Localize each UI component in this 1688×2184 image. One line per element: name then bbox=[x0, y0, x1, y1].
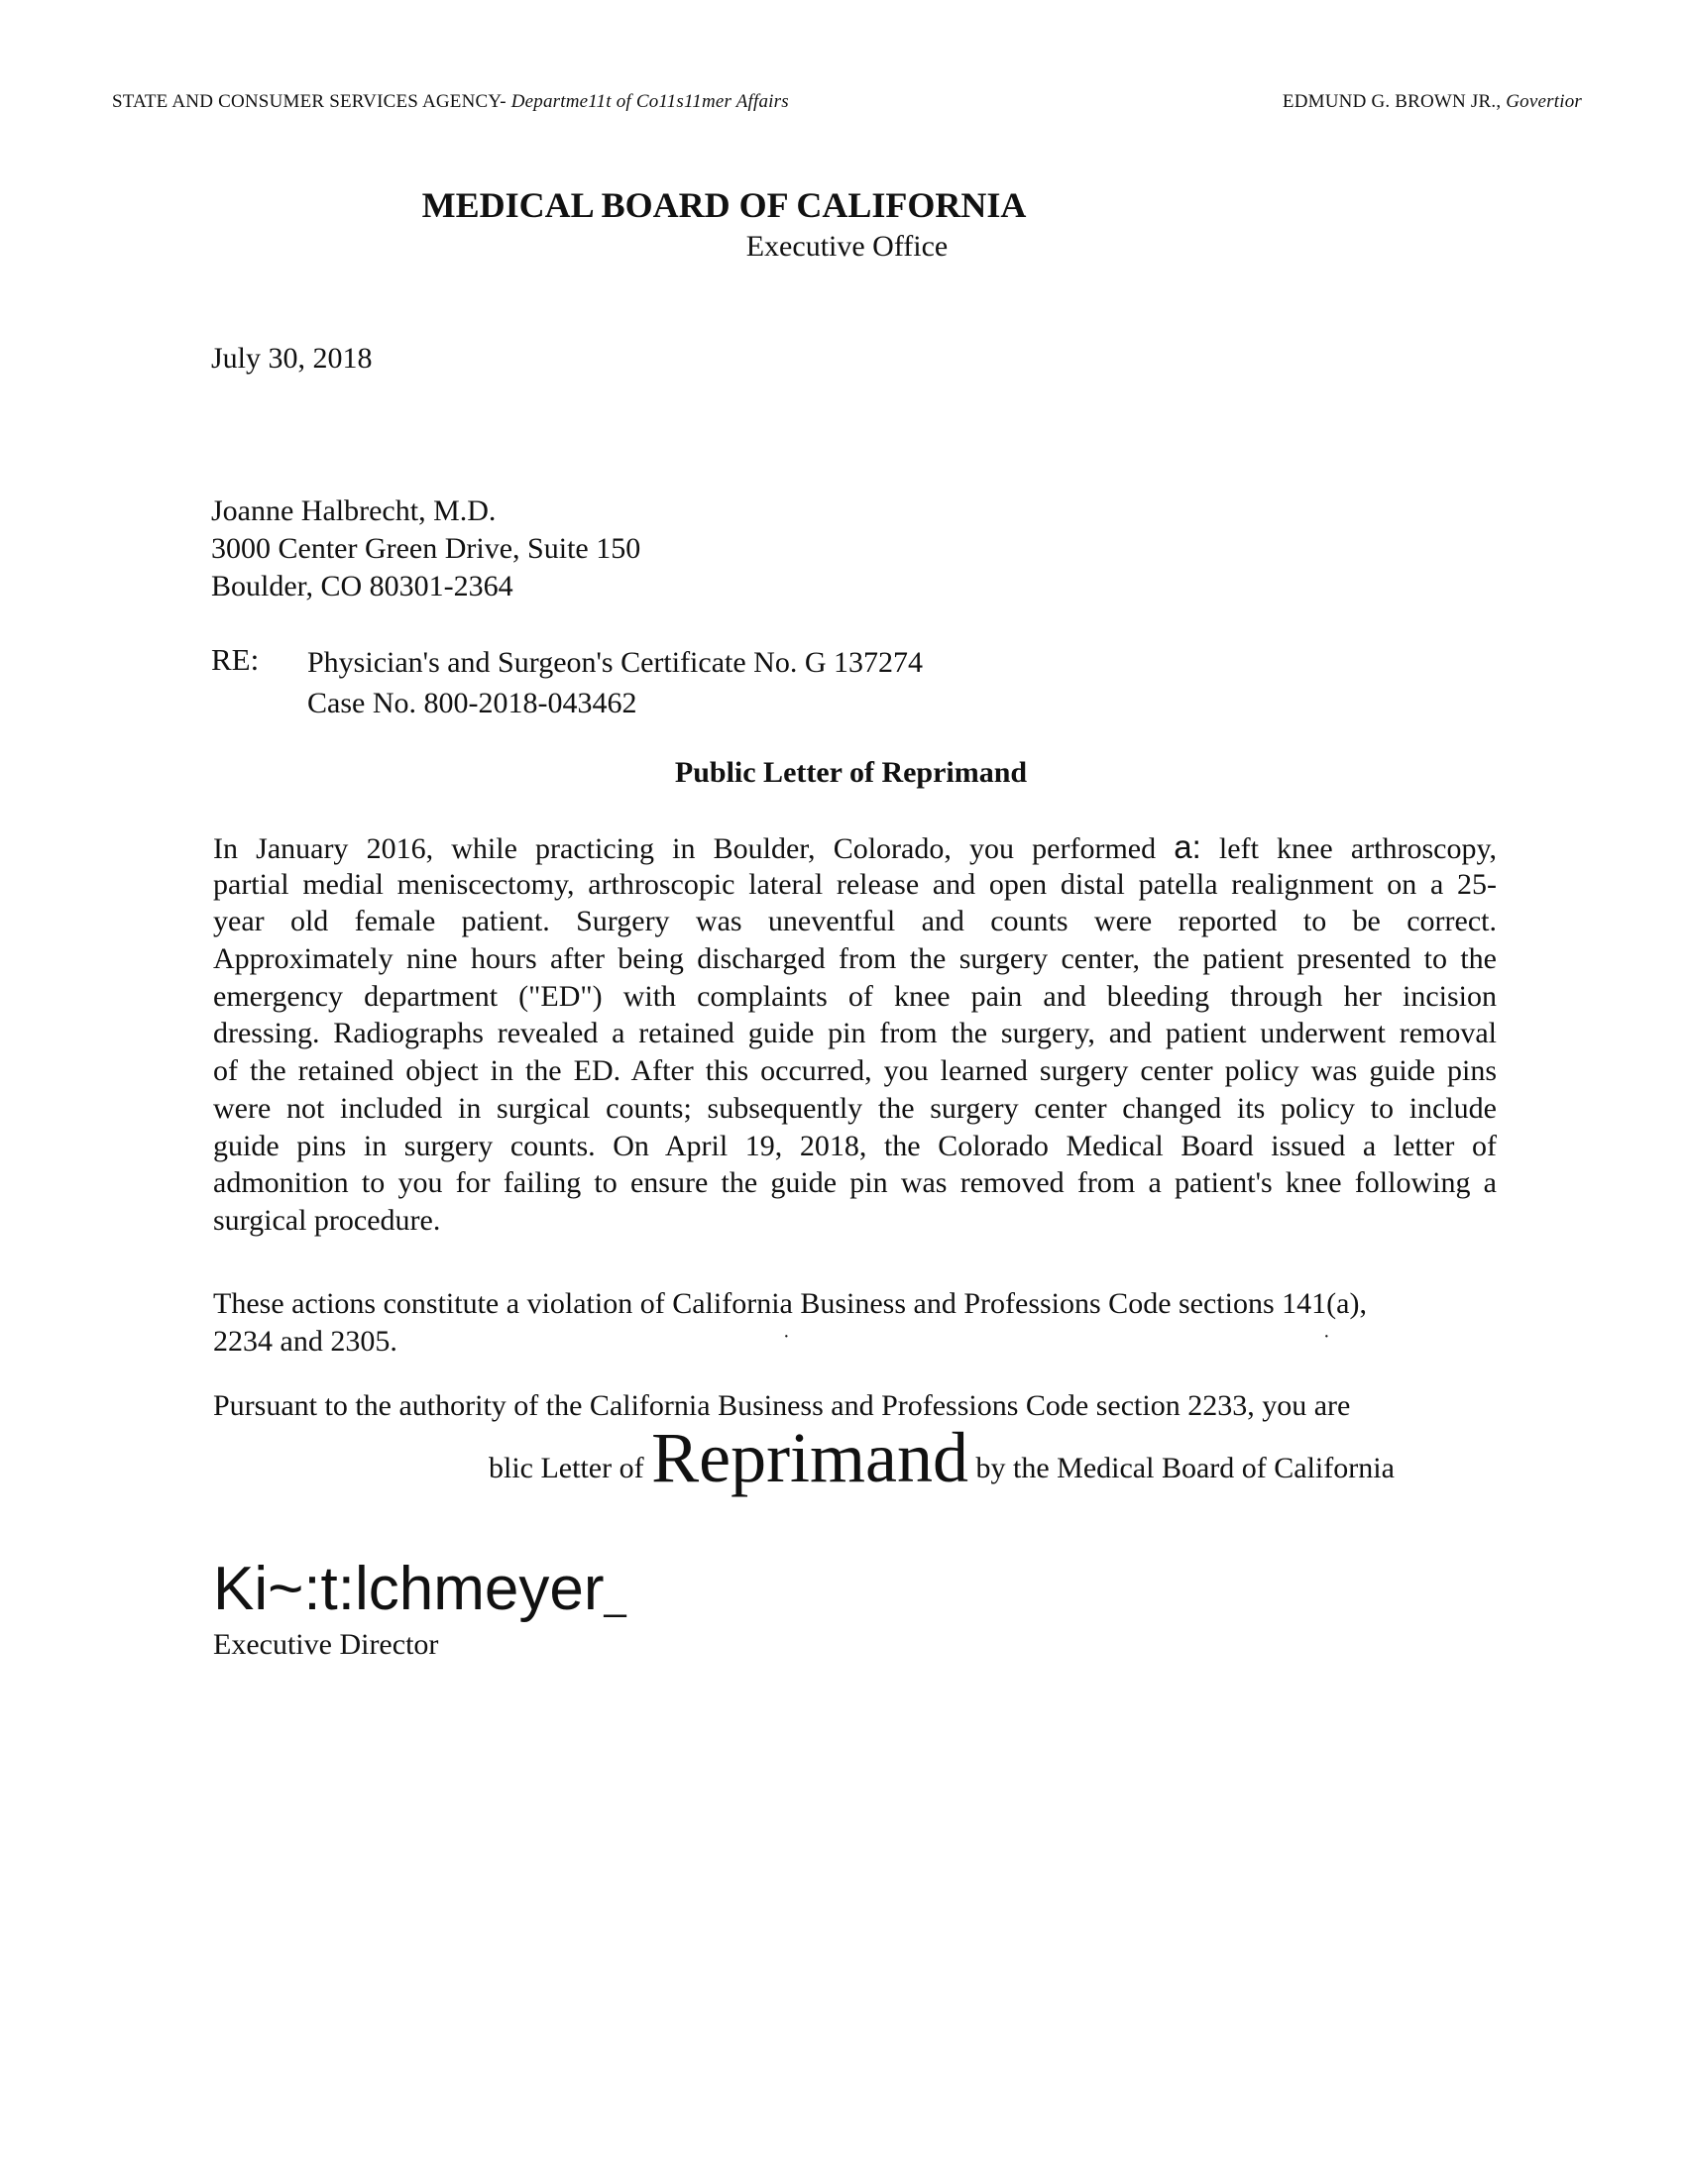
letterhead-office: Executive Office bbox=[745, 230, 949, 263]
body-text: a: bbox=[1174, 828, 1201, 865]
header-agency: STATE AND CONSUMER SERVICES AGENCY- bbox=[112, 91, 511, 112]
header-governor-line bbox=[1283, 91, 1582, 113]
re-lines bbox=[307, 642, 923, 723]
body-paragraph-1 bbox=[213, 828, 1497, 1240]
signature-underscore: _ bbox=[604, 1575, 626, 1618]
signature-title: Executive Director bbox=[213, 1628, 439, 1661]
signature-name: Ki~:t:lchmeyer bbox=[213, 1555, 605, 1623]
letter-date: July 30, 2018 bbox=[211, 342, 373, 375]
stray-dot: · bbox=[1323, 1326, 1330, 1348]
re-label: RE: bbox=[211, 642, 260, 677]
body-line bbox=[213, 828, 1497, 866]
body-line: year old female patient. Surgery was uneventful and counts were reported to be correct. bbox=[213, 905, 1497, 938]
header-agency-line bbox=[112, 91, 789, 113]
letterhead-subtitle bbox=[0, 230, 1688, 264]
body-line: guide pins in surgery counts. On April 19, 2018, the Colorado Medical Board issued a letter of bbox=[213, 1129, 1497, 1162]
re-certificate: Physician's and Surgeon's Certificate No. G 137274 bbox=[307, 646, 924, 679]
recipient-city: Boulder, CO 80301-2364 bbox=[211, 570, 513, 602]
body-paragraph-2 bbox=[213, 1285, 1367, 1361]
body-line: These actions constitute a violation of California Business and Professions Code sections 141(a), bbox=[213, 1287, 1367, 1320]
header-governor-title: Govertior bbox=[1506, 91, 1582, 112]
body-line: were not included in surgical counts; subsequently the surgery center changed its policy to include bbox=[213, 1091, 1497, 1125]
body-line: emergency department ("ED") with complaints of knee pain and bleeding through her incision bbox=[213, 979, 1497, 1013]
reprimand-pre: blic Letter of bbox=[489, 1452, 652, 1484]
body-line: of the retained object in the ED. After this occurred, you learned surgery center policy was guide pins bbox=[213, 1054, 1497, 1088]
letter-subject-text: Public Letter of Reprimand bbox=[674, 756, 1028, 789]
reprimand-post: by the Medical Board of California bbox=[968, 1452, 1395, 1484]
body-text: left knee arthroscopy, bbox=[1200, 832, 1497, 865]
body-line: dressing. Radiographs revealed a retained guide pin from the surgery, and patient underwent removal bbox=[213, 1017, 1497, 1050]
letterhead-board: MEDICAL BOARD OF CALIFORNIA bbox=[421, 185, 1027, 225]
body-line: admonition to you for failing to ensure the guide pin was removed from a patient's knee following a bbox=[213, 1166, 1497, 1200]
recipient-name: Joanne Halbrecht, M.D. bbox=[211, 494, 497, 527]
signature bbox=[213, 1554, 626, 1624]
reprimand-big: Reprimand bbox=[651, 1418, 969, 1497]
recipient-address bbox=[211, 492, 640, 605]
body-line: surgical procedure. bbox=[213, 1203, 441, 1237]
stray-dot: · bbox=[783, 1326, 790, 1348]
header-governor-name: EDMUND G. BROWN JR., bbox=[1282, 91, 1507, 112]
recipient-street: 3000 Center Green Drive, Suite 150 bbox=[211, 532, 641, 565]
body-line: Approximately nine hours after being discharged from the surgery center, the patient presented to the bbox=[213, 942, 1497, 976]
body-line: partial medial meniscectomy, arthroscopic lateral release and open distal patella realignment on a 25- bbox=[213, 867, 1497, 901]
body-paragraph-3: Pursuant to the authority of the California Business and Professions Code section 2233, you are bbox=[213, 1389, 1351, 1422]
letter-subject bbox=[0, 756, 1688, 790]
body-text: In January 2016, while practicing in Boulder, Colorado, you performed bbox=[213, 832, 1175, 865]
re-case: Case No. 800-2018-043462 bbox=[307, 687, 637, 719]
header-department: Departme11t of Co11s11mer Affairs bbox=[510, 91, 789, 112]
letterhead-title bbox=[0, 184, 1688, 226]
body-line: 2234 and 2305. bbox=[213, 1325, 397, 1358]
reprimand-line bbox=[489, 1417, 1395, 1499]
